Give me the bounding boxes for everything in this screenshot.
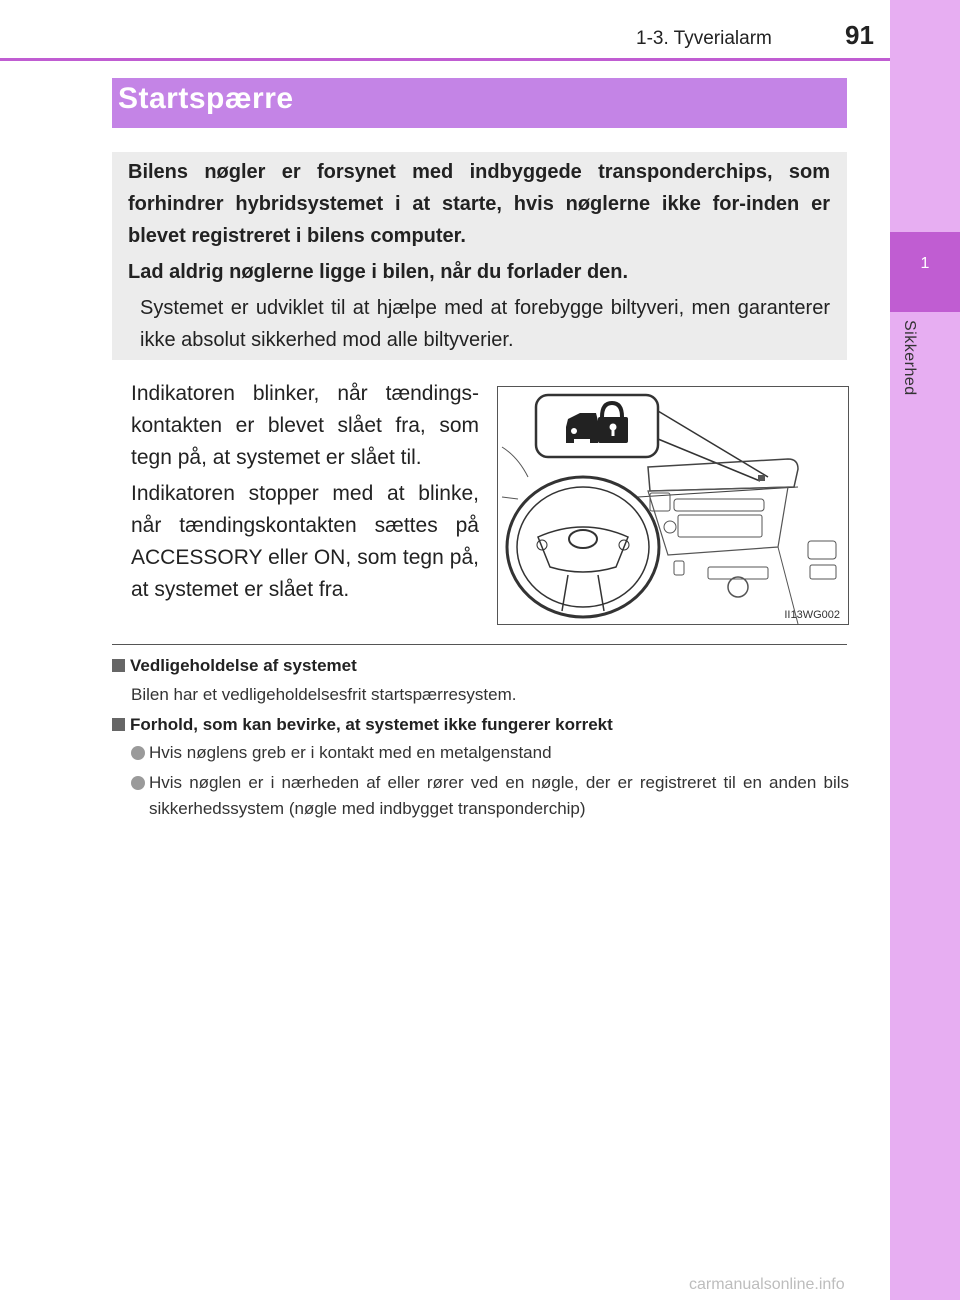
chapter-side-tab	[890, 0, 960, 1300]
warning-text-keys: Lad aldrig nøglerne ligge i bilen, når du forlader den.	[128, 261, 629, 283]
page-number: 91	[845, 20, 874, 50]
list-item-text: Hvis nøglens greb er i kontakt med en metalgenstand	[149, 743, 552, 762]
maintenance-body: Bilen har et vedligeholdelsesfrit startspærresystem.	[131, 685, 517, 704]
maintenance-heading	[112, 656, 357, 676]
header-divider	[0, 58, 890, 61]
chapter-number: 1	[890, 232, 960, 312]
section-divider	[112, 644, 847, 645]
list-item	[131, 740, 849, 766]
chapter-label: Sikkerhed	[901, 320, 918, 396]
watermark: carmanualsonline.info	[689, 1276, 845, 1293]
list-item	[131, 770, 849, 822]
maintenance-heading-text: Vedligeholdelse af systemet	[130, 656, 357, 675]
page-title: Startspærre	[118, 82, 294, 115]
conditions-heading	[112, 715, 613, 735]
conditions-heading-text: Forhold, som kan bevirke, at systemet ikke fungerer korrekt	[130, 715, 613, 734]
figure-code: II13WG002	[784, 609, 840, 621]
indicator-stop-paragraph: Indikatoren stopper med at blinke, når tændingskontakten sættes på ACCESSORY eller ON, som tegn på, at systemet er slået fra.	[131, 482, 479, 601]
dashboard-illustration	[498, 387, 848, 624]
circle-bullet-icon	[131, 776, 145, 790]
square-bullet-icon	[112, 659, 125, 672]
circle-bullet-icon	[131, 746, 145, 760]
square-bullet-icon	[112, 718, 125, 731]
header-section: 1-3. Tyverialarm	[636, 28, 772, 49]
warning-text-transponder: Bilens nøgler er forsynet med indbyggede transponderchips, som forhindrer hybridsystemet i at starte, hvis nøglerne ikke for-inden er blevet registreret i bilens computer.	[128, 161, 830, 247]
warning-note: Systemet er udviklet til at hjælpe med at forebygge biltyveri, men garanterer ikke absolut sikkerhed mod alle biltyverier.	[140, 297, 830, 351]
indicator-blink-paragraph: Indikatoren blinker, når tændings-kontakten er blevet slået fra, som tegn på, at systemet er slået til.	[131, 382, 479, 469]
list-item-text: Hvis nøglen er i nærheden af eller rører ved en nøgle, der er registreret til en anden bils sikkerhedssystem (nøgle med indbygget transponderchip)	[149, 773, 849, 818]
dashboard-figure	[497, 386, 849, 625]
